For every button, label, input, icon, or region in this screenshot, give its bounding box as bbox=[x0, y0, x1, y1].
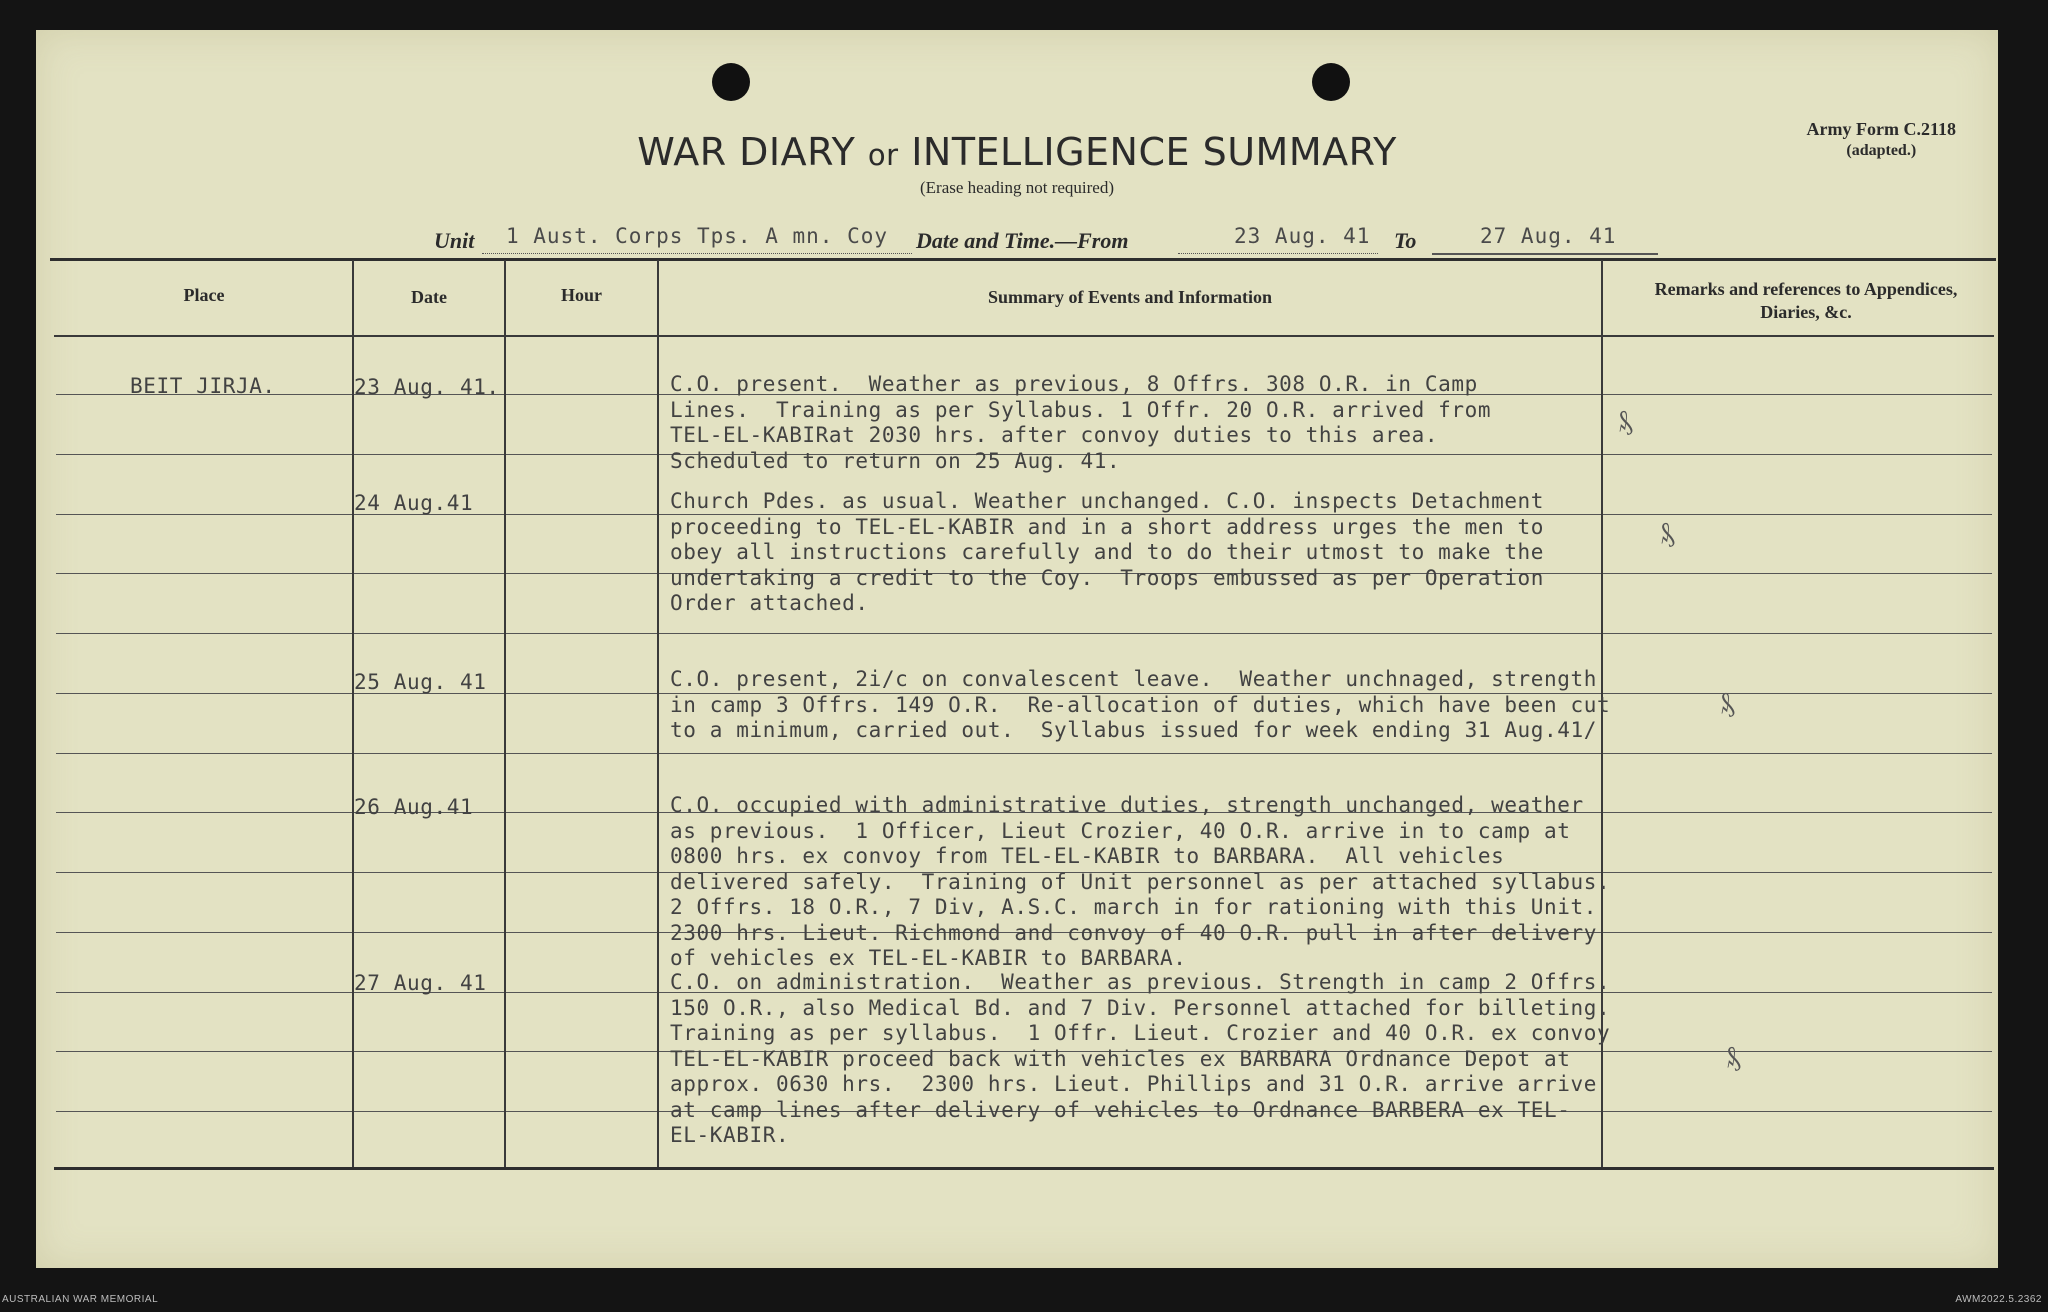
date-to-value: 27 Aug. 41 bbox=[1480, 224, 1617, 248]
entry-date: 25 Aug. 41 bbox=[354, 670, 487, 694]
page-subtitle: (Erase heading not required) bbox=[920, 178, 1114, 197]
column-header-remarks: Remarks and references to Appendices, Diaries, &c. bbox=[1654, 279, 1958, 322]
diary-sheet bbox=[36, 30, 1998, 1268]
entry-summary: C.O. on administration. Weather as previous. Strength in camp 2 Offrs. 150 O.R., also Medical Bd. and 7 Div. Personnel attached for billeting. Training as per syllabus. 1 Offr. Lieut. Crozier and 40 O.R. ex convoy TEL-EL-KABIR proceed back with vehicles ex BARBARA Ordnance Depot at approx. 0630 hrs. 2300 hrs. Lieut. Phillips and 31 O.R. arrive arrive at camp lines after delivery of vehicles to Ordnance BARBERA ex TEL- EL-KABIR. bbox=[670, 970, 1611, 1147]
table-bottom-rule bbox=[54, 1167, 1994, 1170]
column-header-date: Date bbox=[411, 287, 447, 307]
col-divider-date bbox=[504, 260, 506, 1167]
page-title: WAR DIARY or INTELLIGENCE SUMMARY bbox=[637, 130, 1397, 174]
table-top-rule bbox=[50, 258, 1996, 261]
entry-summary: C.O. present, 2i/c on convalescent leave. Weather unchnaged, strength in camp 3 Offrs. 149 O.R. Re-allocation of duties, which have been cut to a minimum, carried out. Syllabus issued for week ending 31 Aug.41/ bbox=[670, 667, 1611, 742]
entry-date: 24 Aug.41 bbox=[354, 491, 474, 515]
punch-hole-left bbox=[712, 63, 750, 101]
date-from-value: 23 Aug. 41 bbox=[1234, 224, 1371, 248]
initials-mark: ₰ bbox=[1719, 1038, 1743, 1075]
entry-place: BEIT JIRJA. bbox=[130, 374, 276, 398]
column-header-place: Place bbox=[183, 285, 225, 305]
date-from-label: Date and Time.—From bbox=[916, 228, 1129, 253]
initials-mark: ₰ bbox=[1653, 514, 1677, 551]
entry-summary: Church Pdes. as usual. Weather unchanged. C.O. inspects Detachment proceeding to TEL-EL-KABIR and in a short address urges the men to obey all instructions carefully and to do their utmost to make the undertaking a credit to the Coy. Troops embussed as per Operation Order attached. bbox=[670, 489, 1545, 615]
entry-summary: C.O. present. Weather as previous, 8 Offrs. 308 O.R. in Camp Lines. Training as per Syllabus. 1 Offr. 20 O.R. arrived from TEL-EL-KABIRat 2030 hrs. after convoy duties to this area. Scheduled to return on 25 Aug. 41. bbox=[670, 372, 1492, 473]
column-header-hour: Hour bbox=[560, 285, 602, 305]
initials-mark: ₰ bbox=[1611, 402, 1635, 439]
entry-date: 27 Aug. 41 bbox=[354, 971, 487, 995]
punch-hole-right bbox=[1312, 63, 1350, 101]
entry-date: 26 Aug.41 bbox=[354, 795, 474, 819]
unit-label: Unit bbox=[434, 228, 475, 253]
footer-right: AWM2022.5.2362 bbox=[1955, 1294, 2042, 1305]
entry-summary: C.O. occupied with administrative duties, strength unchanged, weather as previous. 1 Officer, Lieut Crozier, 40 O.R. arrive in to camp at 0800 hrs. ex convoy from TEL-EL-KABIR to BARBARA. All vehicles delivered safely. Training of Unit personnel as per attached syllabus. 2 Offrs. 18 O.R., 7 Div, A.S.C. march in for rationing with this Unit. 2300 hrs. Lieut. Richmond and convoy of 40 O.R. pull in after delivery of vehicles ex TEL-EL-KABIR to BARBARA. bbox=[670, 793, 1611, 970]
unit-date-line bbox=[398, 222, 1688, 258]
unit-value: 1 Aust. Corps Tps. A mn. Coy bbox=[506, 224, 889, 248]
footer-left: AUSTRALIAN WAR MEMORIAL bbox=[2, 1294, 159, 1305]
header-bottom-rule bbox=[54, 335, 1994, 337]
col-divider-hour bbox=[657, 260, 659, 1167]
date-to-label: To bbox=[1394, 228, 1417, 253]
entry-date: 23 Aug. 41. bbox=[354, 375, 500, 399]
form-number: Army Form C.2118 (adapted.) bbox=[1806, 119, 1956, 159]
column-header-summary: Summary of Events and Information bbox=[987, 287, 1273, 307]
initials-mark: ₰ bbox=[1713, 684, 1737, 721]
